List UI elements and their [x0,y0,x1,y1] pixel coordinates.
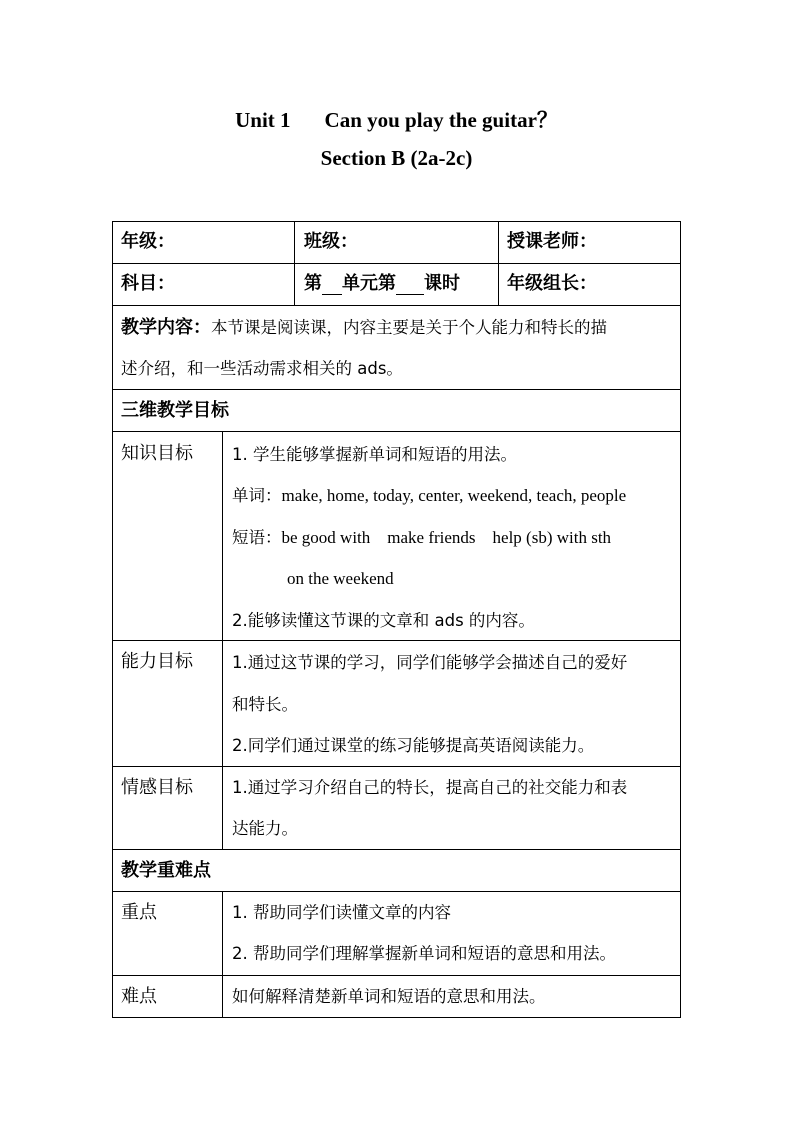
row-border [112,891,681,892]
objectives-heading: 三维教学目标 [121,400,229,421]
words-label: 单词： [232,486,282,505]
col-border [680,221,681,1018]
row-border [112,1017,681,1018]
grade-label: 年级： [121,231,175,252]
important-line-1: 1. 帮助同学们读懂文章的内容 [232,903,451,922]
row-border [112,305,681,306]
phrases-list: be good with make friends help (sb) with sth [281,528,612,547]
row-border [112,431,681,432]
difficult-label: 难点 [121,986,157,1007]
lesson-plan-table [112,221,681,1018]
page-title [0,104,793,134]
difficult-line-1: 如何解释清楚新单词和短语的意思和用法。 [232,987,546,1006]
row-border [112,766,681,767]
knowledge-line-1: 1. 学生能够掌握新单词和短语的用法。 [232,445,517,464]
ability-line-2: 2.同学们通过课堂的练习能够提高英语阅读能力。 [232,736,595,755]
subject-label: 科目： [121,273,175,294]
lesson-suffix: 课时 [424,273,460,294]
unit-question: Can you play the guitar？ [324,108,558,132]
content-label: 教学内容： [121,317,211,338]
unit-label: Unit 1 [235,108,291,132]
phrases-label: 短语： [232,528,282,547]
col-border [112,221,113,1018]
key-points-heading: 教学重难点 [121,860,211,881]
content-text-2: 述介绍，和一些活动需求相关的 ads。 [121,359,403,378]
important-line-2: 2. 帮助同学们理解掌握新单词和短语的意思和用法。 [232,944,616,963]
ability-line-1-cont: 和特长。 [232,695,298,714]
unit-blank [322,276,342,295]
content-text-1: 本节课是阅读课，内容主要是关于个人能力和特长的描 [211,318,607,337]
emotion-label: 情感目标 [121,777,193,798]
knowledge-label: 知识目标 [121,443,193,464]
lesson-middle: 单元第 [342,273,396,294]
teacher-label: 授课老师： [507,231,597,252]
lesson-number [304,273,460,295]
phrases-continued: on the weekend [287,569,394,588]
lesson-blank [396,276,424,295]
phrases-row [232,528,611,548]
row-border [112,221,681,222]
section-title: Section B (2a-2c) [320,146,473,170]
group-leader-label: 年级组长： [507,273,597,294]
emotion-line-1: 1.通过学习介绍自己的特长，提高自己的社交能力和表 [232,778,628,797]
knowledge-line-2: 2.能够读懂这节课的文章和 ads 的内容。 [232,611,535,630]
col-border [498,221,499,306]
row-border [112,849,681,850]
col-border [222,891,223,1018]
emotion-line-1-cont: 达能力。 [232,819,298,838]
row-border [112,975,681,976]
row-border [112,640,681,641]
row-border [112,389,681,390]
col-border [222,431,223,850]
important-label: 重点 [121,902,157,923]
words-row [232,486,626,506]
ability-line-1: 1.通过这节课的学习，同学们能够学会描述自己的爱好 [232,653,628,672]
col-border [294,221,295,306]
class-label: 班级： [304,231,358,252]
row-border [112,263,681,264]
lesson-prefix: 第 [304,273,322,294]
content-line-1 [121,317,607,339]
words-list: make, home, today, center, weekend, teach, people [281,486,627,505]
ability-label: 能力目标 [121,651,193,672]
